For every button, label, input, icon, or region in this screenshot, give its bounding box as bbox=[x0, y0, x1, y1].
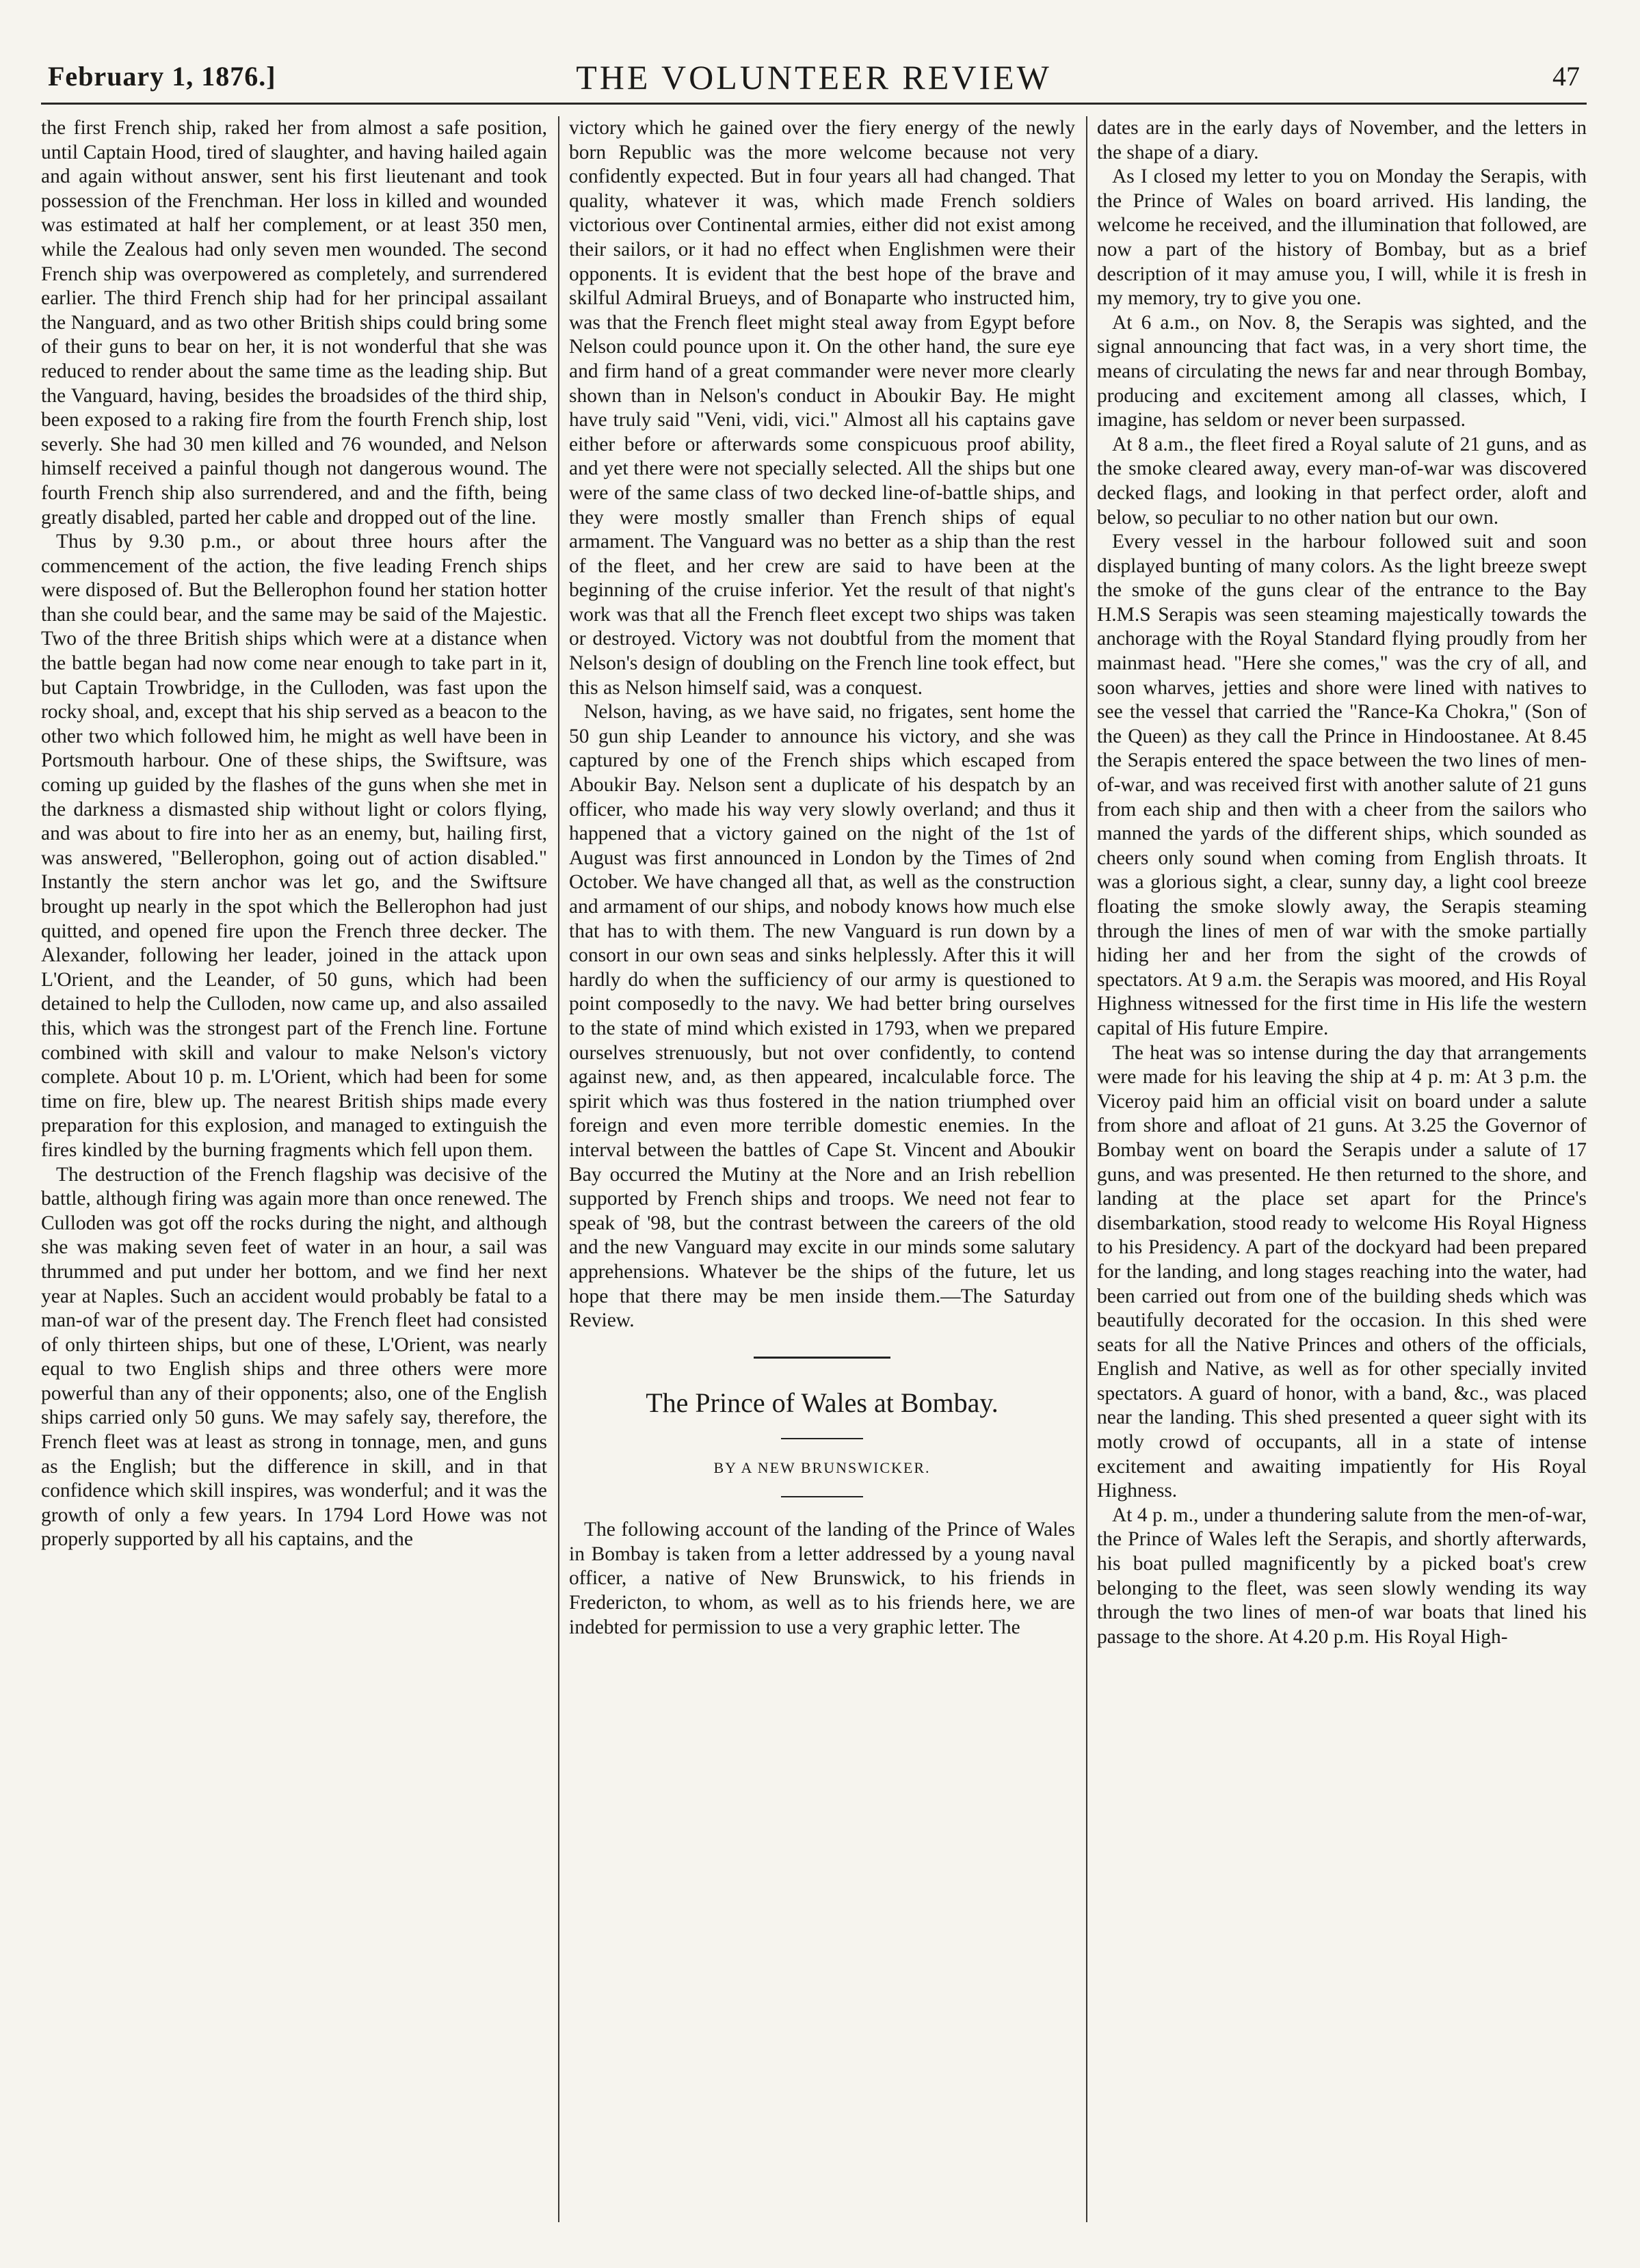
paragraph: At 6 a.m., on Nov. 8, the Serapis was sighted, and the signal announcing that fact was, in a very short time, the means of circulating the news far and near through Bombay, producing and excitement among all classes, which, I imagine, has seldom or never been surpassed. bbox=[1097, 311, 1587, 431]
column-1 bbox=[41, 116, 547, 2222]
header-rule bbox=[41, 103, 1587, 105]
section-rule bbox=[781, 1438, 863, 1439]
column-2 bbox=[569, 116, 1075, 2222]
section-rule bbox=[781, 1496, 863, 1497]
article-heading-block bbox=[569, 1357, 1075, 1498]
paragraph: At 4 p. m., under a thundering salute from the men-of-war, the Prince of Wales left the Serapis, and shortly afterwards, his boat pulled magnificently by a picked boat's crew belonging to the fleet, was seen slowly wending its way through the two lines of men-of war boats that lined his passage to the shore. At 4.20 p.m. His Royal High- bbox=[1097, 1504, 1587, 1648]
paragraph: As I closed my letter to you on Monday the Serapis, with the Prince of Wales on board arrived. His landing, the welcome he received, and the illumination that followed, are now a part of the history of Bombay, but as a brief description of it may amuse you, I will, while it is fresh in my memory, try to give you one. bbox=[1097, 165, 1587, 310]
paragraph: dates are in the early days of November, and the letters in the shape of a diary. bbox=[1097, 117, 1587, 163]
header-page-number: 47 bbox=[1552, 61, 1580, 92]
article-byline: BY A NEW BRUNSWICKER. bbox=[713, 1458, 931, 1476]
column-divider bbox=[1086, 116, 1087, 2222]
paragraph: The following account of the landing of the Prince of Wales in Bombay is taken from a letter addressed by a young naval officer, a native of New Brunswick, to his friends in Fredericton, to whom, as well as to his friends here, we are indebted for permission to use a very graphic letter. The bbox=[569, 1519, 1075, 1638]
page-header bbox=[41, 48, 1587, 103]
paragraph: victory which he gained over the fiery energy of the newly born Republic was the more welcome because not very confidently expected. But in four years all had changed. That quality, whatever it was, which made French soldiers victorious over Continental armies, either did not exist among their sailors, or it had no effect when Englishmen were their opponents. It is evident that the best hope of the brave and skilful Admiral Brueys, and of Bonaparte who instructed him, was that the French fleet might steal away from Egypt before Nelson could pounce upon it. On the other hand, the sure eye and firm hand of a great commander were never more clearly shown than in Nelson's conduct in Aboukir Bay. He might have truly said "Veni, vidi, vici." Almost all his captains gave either before or afterwards some conspicuous proof ability, and yet there were not specially selected. All the ships but one were of the same class of two decked line-of-battle ships, and they were mostly smaller than French ships of equal armament. The Vanguard was no better as a ship than the rest of the fleet, and her crew are said to have been at the beginning of the cruise inferior. Yet the result of that night's work was that all the French fleet except two ships was taken or destroyed. Victory was not doubtful from the moment that Nelson's design of doubling on the French line took effect, but this as Nelson himself said, was a conquest. bbox=[569, 117, 1075, 699]
paragraph: Thus by 9.30 p.m., or about three hours after the commencement of the action, the five leading French ships were disposed of. But the Bellerophon found her station hotter than she could bear, and the same may be said of the Majestic. Two of the three British ships which were at a distance when the battle began had now come near enough to take part in it, but Captain Trowbridge, in the Culloden, was fast upon the rocky shoal, and, except that his ship served as a beacon to the other two which followed him, he might as well have been in Portsmouth harbour. One of these ships, the Swiftsure, was coming up guided by the flashes of the guns when she met in the darkness a dismasted ship without light or colors flying, and was about to fire into her as an enemy, but, hailing first, was answered, "Bellerophon, going out of action disabled." Instantly the stern anchor was let go, and the Swiftsure brought up nearly in the spot which the Bellerophon had just quitted, and opened fire upon the French three decker. The Alexander, following her leader, joined in the attack upon L'Orient, and the Leander, of 50 guns, which had been detained to help the Culloden, now came up, and also assailed this, which was the strongest part of the French line. Fortune combined with skill and valour to make Nelson's victory complete. About 10 p. m. L'Orient, which had been for some time on fire, blew up. The nearest British ships made every preparation for this explosion, and managed to extinguish the fires kindled by the burning fragments which fell upon them. bbox=[41, 531, 547, 1161]
header-date: February 1, 1876.] bbox=[48, 61, 276, 92]
paragraph: Nelson, having, as we have said, no frigates, sent home the 50 gun ship Leander to announce his victory, and she was captured by one of the French ships which escaped from Aboukir Bay. Nelson sent a duplicate of his despatch by an officer, who made his way very slowly overland; and thus it happened that a victory gained on the night of the 1st of August was first announced in London by the Times of 2nd October. We have changed all that, as well as the construction and armament of our ships, and nobody knows how much else that has to with them. The new Vanguard is run down by a consort in our own seas and sinks helplessly. After this it will hardly do when the sufficiency of our army is questioned to point composedly to the navy. We had better bring ourselves to the state of mind which existed in 1793, when we prepared ourselves strenuously, but not over confidently, to contend against new, and, as then appeared, incalculable force. The spirit which was thus fostered in the nation triumphed over foreign and even more terrible domestic enemies. In the interval between the battles of Cape St. Vincent and Aboukir Bay occurred the Mutiny at the Nore and an Irish rebellion supported by French ships and troops. We need not fear to speak of '98, but the contrast between the careers of the old and the new Vanguard may excite in our minds some salutary apprehensions. Whatever be the ships of the future, let us hope that there may be men inside them.—The Saturday Review. bbox=[569, 701, 1075, 1332]
column-3 bbox=[1097, 116, 1587, 2222]
paragraph: The destruction of the French flagship was decisive of the battle, although firing was again more than once renewed. The Culloden was got off the rocks during the night, and although she was making seven feet of water in an hour, a sail was thrummed and put under her bottom, and we find her next year at Naples. Such an accident would probably be fatal to a man-of war of the present day. The French fleet had consisted of only thirteen ships, but one of these, L'Orient, was nearly equal to two English ships and three others were more powerful than any of their opponents; also, one of the English ships carried only 50 guns. We may safely say, therefore, the French fleet was at least as strong in tonnage, men, and guns as the English; but the difference in skill, and in that confidence which skill inspires, was wonderful; and it was the growth of only a few years. In 1794 Lord Howe was not properly supported by all his captains, and the bbox=[41, 1163, 547, 1551]
article-title: The Prince of Wales at Bombay. bbox=[646, 1387, 998, 1418]
paragraph: At 8 a.m., the fleet fired a Royal salute of 21 guns, and as the smoke cleared away, every man-of-war was discovered decked flags, and looking in that perfect order, aloft and below, so peculiar to no other nation but our own. bbox=[1097, 433, 1587, 529]
paragraph: The heat was so intense during the day that arrangements were made for his leaving the ship at 4 p. m: At 3 p.m. the Viceroy paid him an official visit on board under a salute from shore and afloat of 21 guns. At 3.25 the Governor of Bombay went on board the Serapis under a salute of 17 guns, and was presented. He then returned to the shore, and landing at the place set apart for the Prince's disembarkation, stood ready to welcome His Royal Higness to his Presidency. A part of the dockyard had been prepared for the landing, and long stages reaching into the water, had been carried out from one of the building sheds which was beautifully decorated for the occasion. In this shed were seats for all the Native Princes and others of the officials, English and Native, as well as for other specially invited spectators. A guard of honor, with a band, &c., was placed near the landing. This shed presented a queer sight with its motly crowd of occupants, all in a state of intense excitement and awaiting impatiently for His Royal Highness. bbox=[1097, 1041, 1587, 1502]
section-rule bbox=[754, 1357, 890, 1359]
header-title: THE VOLUNTEER REVIEW bbox=[576, 58, 1052, 96]
column-divider bbox=[558, 116, 559, 2222]
paragraph: the first French ship, raked her from almost a safe position, until Captain Hood, tired of slaughter, and having hailed again and again without answer, sent his first lieutenant and took possession of the Frenchman. Her loss in killed and wounded was estimated at half her complement, or at least 350 men, while the Zealous had only seven men wounded. The second French ship was overpowered as completely, and surrendered earlier. The third French ship had for her principal assailant the Nanguard, and as two other British ships could bring some of their guns to bear on her, it is not wonderful that she was reduced to render about the same time as the leading ship. But the Vanguard, having, besides the broadsides of the third ship, been exposed to a raking fire from the fourth French ship, lost severly. She had 30 men killed and 76 wounded, and Nelson himself received a painful though not dangerous wound. The fourth French ship also surrendered, and and the fifth, being greatly disabled, parted her cable and dropped out of the line. bbox=[41, 117, 547, 529]
paragraph: Every vessel in the harbour followed suit and soon displayed bunting of many colors. As the light breeze swept the smoke of the guns clear of the entrance to the Bay H.M.S Serapis was seen steaming majestically towards the anchorage with the Royal Standard flying proudly from her mainmast head. "Here she comes," was the cry of all, and soon wharves, jetties and shore were lined with natives to see the vessel that carried the "Rance-Ka Chokra," (Son of the Queen) as they call the Prince in Hindoostanee. At 8.45 the Serapis entered the space between the two lines of men-of-war, and was received first with another salute of 21 guns from each ship and then with a cheer from the sailors who manned the yards of the different ships, which sounded as cheers only sound when coming from English throats. It was a glorious sight, a clear, sunny day, a light cool breeze floating the smoke slowly away, the Serapis steaming through the lines of men of war with the smoke partially hiding her and her from the sight of the crowds of spectators. At 9 a.m. the Serapis was moored, and His Royal Highness witnessed for the first time in His life the western capital of His future Empire. bbox=[1097, 531, 1587, 1039]
